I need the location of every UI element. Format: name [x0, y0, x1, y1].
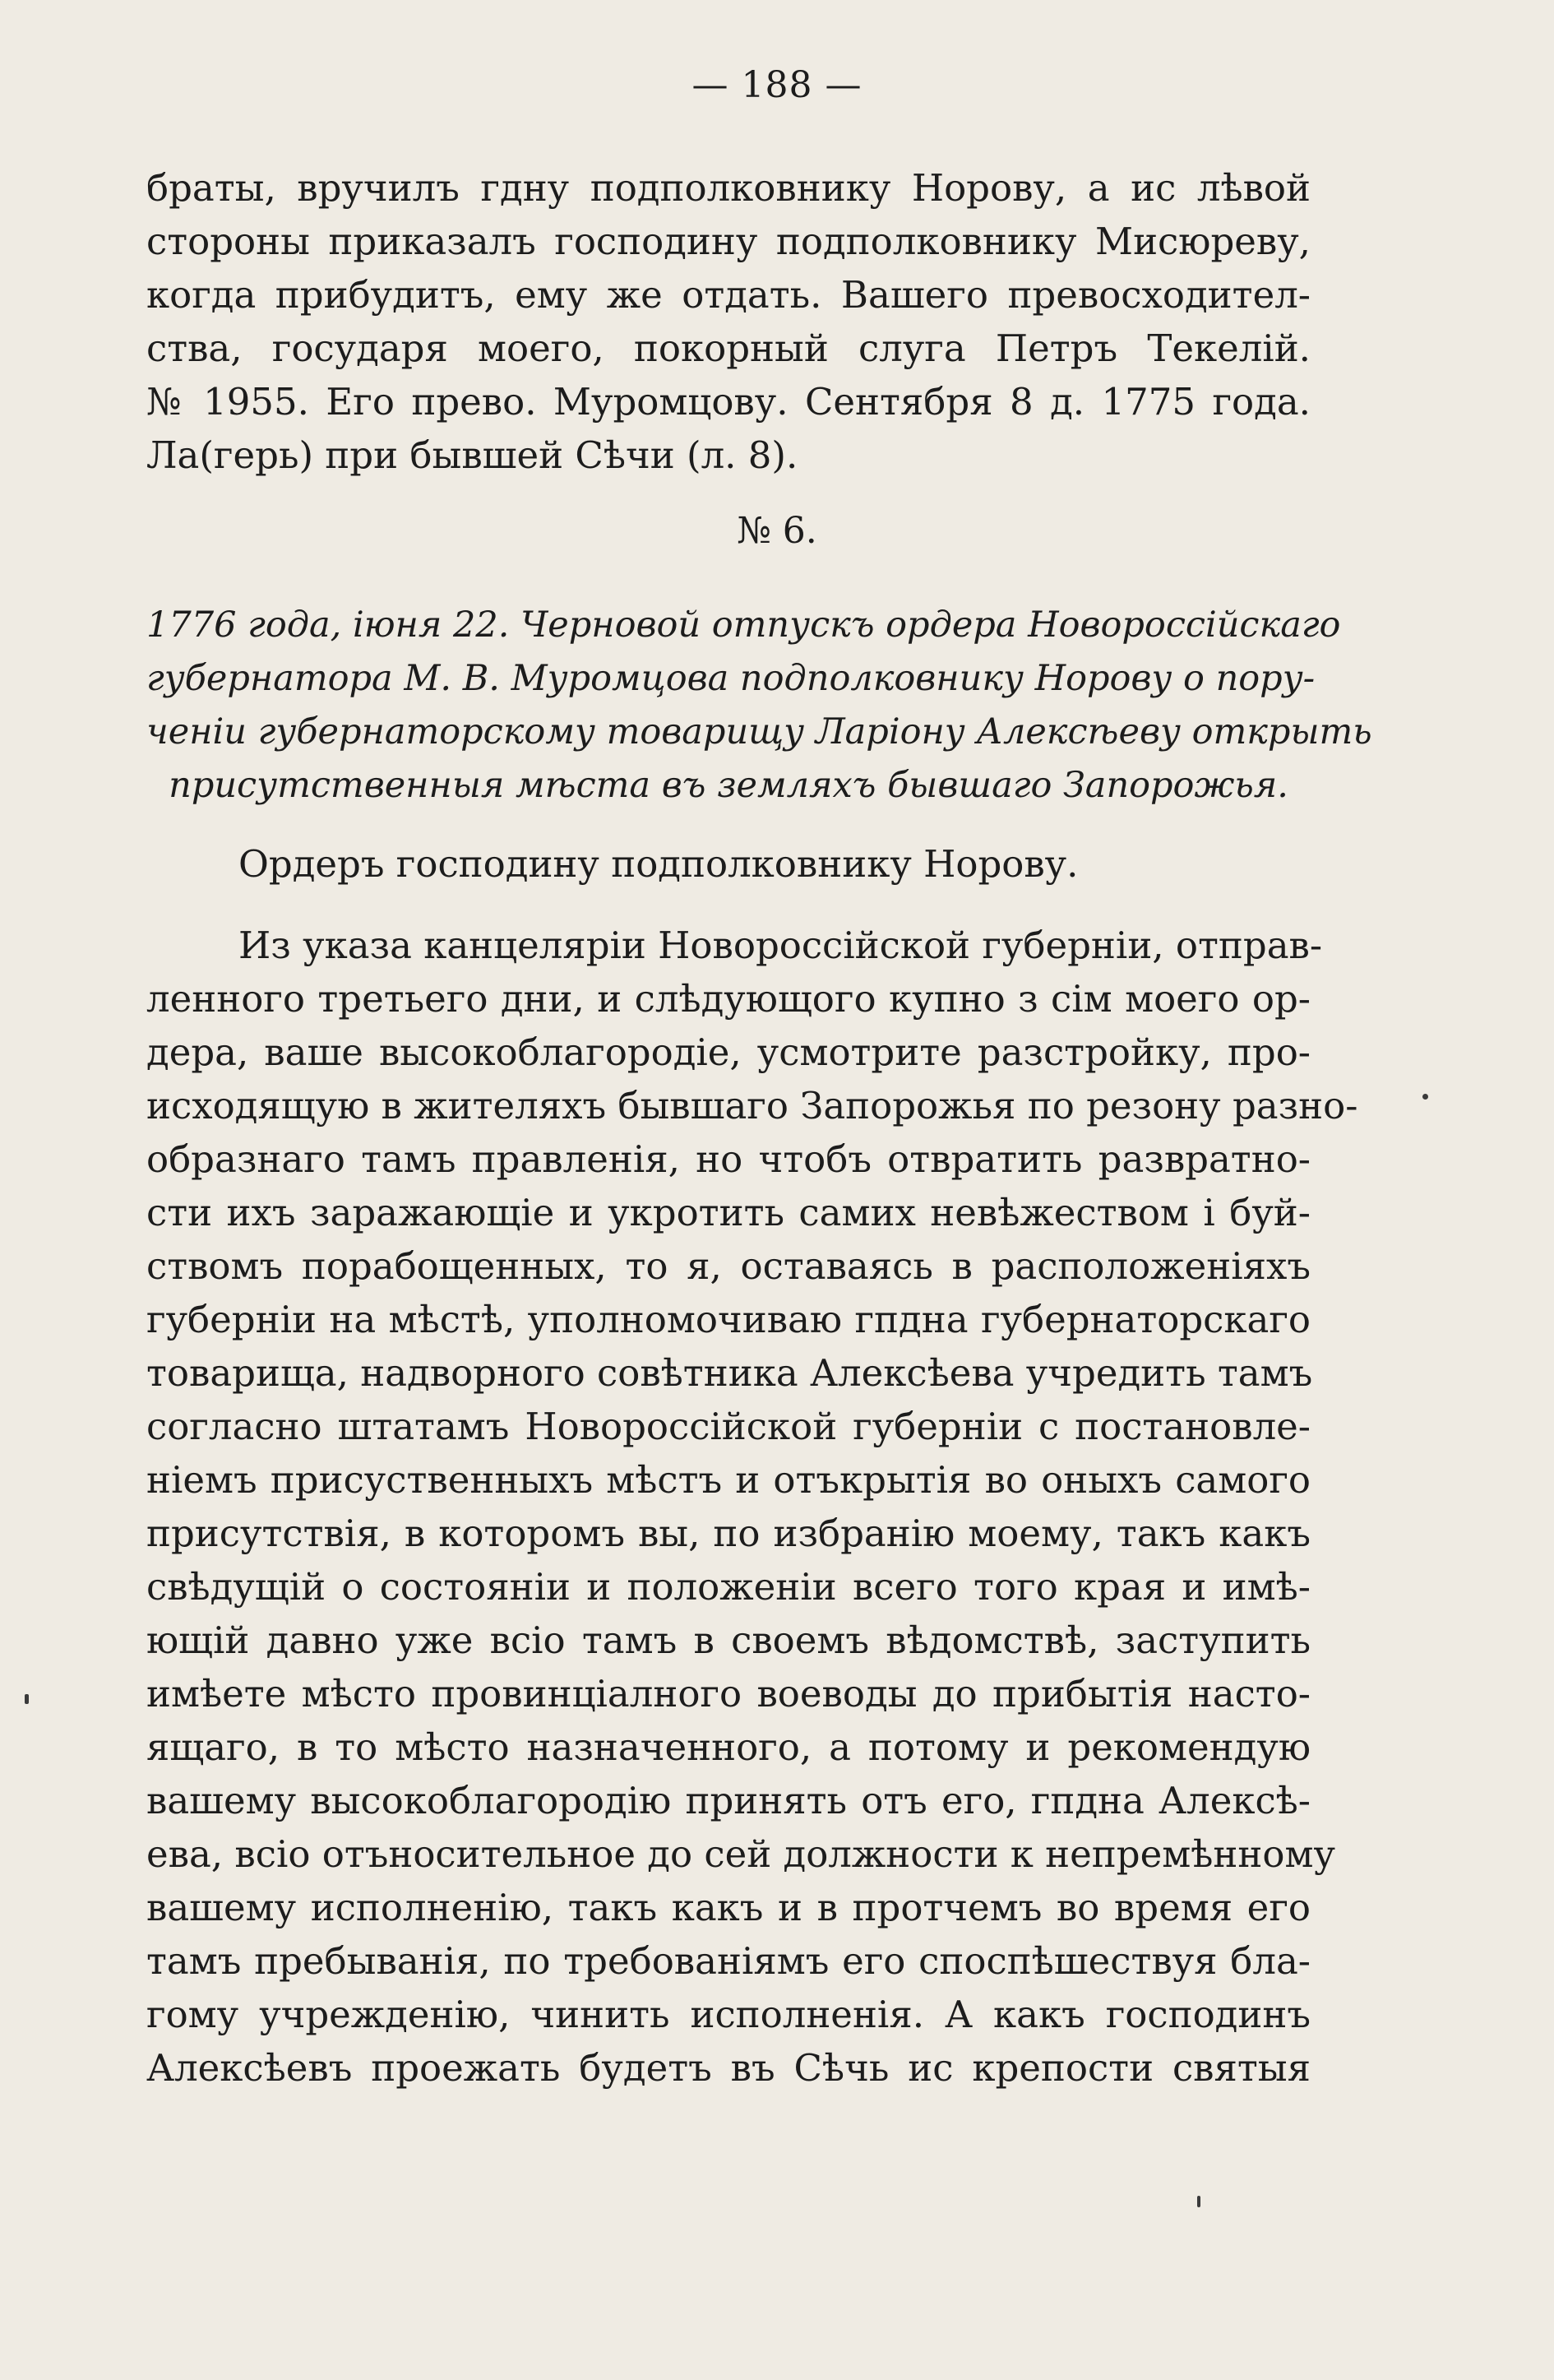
text-line: ева, всіо отъносительное до сей должности к непремѣнному — [146, 1832, 1335, 1876]
heading-line: ченіи губернаторскому товарищу Ларіону Алексѣеву открыть — [146, 711, 1372, 752]
ink-speck — [1197, 2196, 1200, 2207]
continuation-paragraph — [146, 161, 1311, 482]
text-line: стороны приказалъ господину подполковнику Мисюреву, — [146, 220, 1311, 263]
text-line: Алексѣевъ проежать будетъ въ Сѣчь ис крепости святыя — [146, 2046, 1311, 2090]
body-paragraph — [146, 919, 1358, 2095]
text-line: ленного третьего дни, и слѣдующого купно з сім моего ор- — [146, 977, 1311, 1021]
text-line: присутствія, в которомъ вы, по избранію моему, такъ какъ — [146, 1512, 1311, 1555]
text-line: № 1955. Его прево. Муромцову. Сентября 8 д. 1775 года. — [146, 380, 1311, 424]
text-line: ніемъ присуственныхъ мѣстъ и отъкрытія во оныхъ самого — [146, 1458, 1311, 1502]
text-line: исходящую в жителяхъ бывшаго Запорожья по резону разно- — [146, 1084, 1358, 1127]
heading-line: 1776 года, іюня 22. Черновой отпускъ ордера Новороссійскаго — [146, 604, 1341, 646]
text-line: вашему высокоблагородію принять отъ его, гпдна Алексѣ- — [146, 1779, 1311, 1822]
text-line: согласно штатамъ Новороссійской губерніи с постановле- — [146, 1405, 1311, 1448]
text-line: губерніи на мѣстѣ, уполномочиваю гпдна губернаторскаго — [146, 1298, 1311, 1341]
text-line: тамъ пребыванія, по требованіямъ его споспѣшествуя бла- — [146, 1939, 1311, 1983]
text-line: гому учрежденію, чинить исполненія. А какъ господинъ — [146, 1993, 1311, 2036]
text-line: сти ихъ заражающіе и укротить самих невѣжеством і буй- — [146, 1191, 1311, 1234]
ink-speck — [1422, 1094, 1428, 1100]
text-line: имѣете мѣсто провинціалного воеводы до прибытія насто- — [146, 1672, 1311, 1716]
text-line: ящаго, в то мѣсто назначенного, а потому и рекомендую — [146, 1725, 1311, 1769]
order-title — [146, 837, 1311, 891]
text-line: товарища, надворного совѣтника Алексѣева учредить тамъ — [146, 1351, 1313, 1395]
text-line: дера, ваше высокоблагородіе, усмотрите разстройку, про- — [146, 1030, 1311, 1074]
text-line: вашему исполненію, такъ какъ и в протчемъ во время его — [146, 1886, 1311, 1929]
text-line: свѣдущій о состояніи и положеніи всего того края и имѣ- — [146, 1565, 1311, 1609]
text-line: ствомъ порабощенных, то я, оставаясь в расположеніяхъ — [146, 1244, 1311, 1288]
text-line: браты, вручилъ гдну подполковнику Норову, а ис лѣвой — [146, 166, 1311, 210]
text-line: когда прибудитъ, ему же отдать. Вашего превосходител- — [146, 273, 1311, 317]
heading-line: губернатора М. В. Муромцова подполковнику Норову о пору- — [146, 658, 1316, 699]
order-title-line: Ордеръ господину подполковнику Норову. — [238, 842, 1079, 886]
ink-speck — [25, 1694, 29, 1704]
text-line: Из указа канцеляріи Новороссійской губерніи, отправ- — [238, 924, 1323, 967]
text-line: Ла(герь) при бывшей Сѣчи (л. 8). — [146, 433, 798, 477]
text-line: ющій давно уже всіо тамъ в своемъ вѣдомствѣ, заступить — [146, 1618, 1311, 1662]
document-number: № 6. — [737, 510, 817, 552]
heading-line: присутственныя мѣста въ земляхъ бывшаго Запорожья. — [169, 765, 1288, 806]
text-line: образнаго тамъ правленія, но чтобъ отвратить развратно- — [146, 1137, 1311, 1181]
text-line: ства, государя моего, покорный слуга Петръ Текелій. — [146, 326, 1311, 370]
page-number: — 188 — — [691, 64, 863, 106]
document-heading — [146, 599, 1372, 813]
